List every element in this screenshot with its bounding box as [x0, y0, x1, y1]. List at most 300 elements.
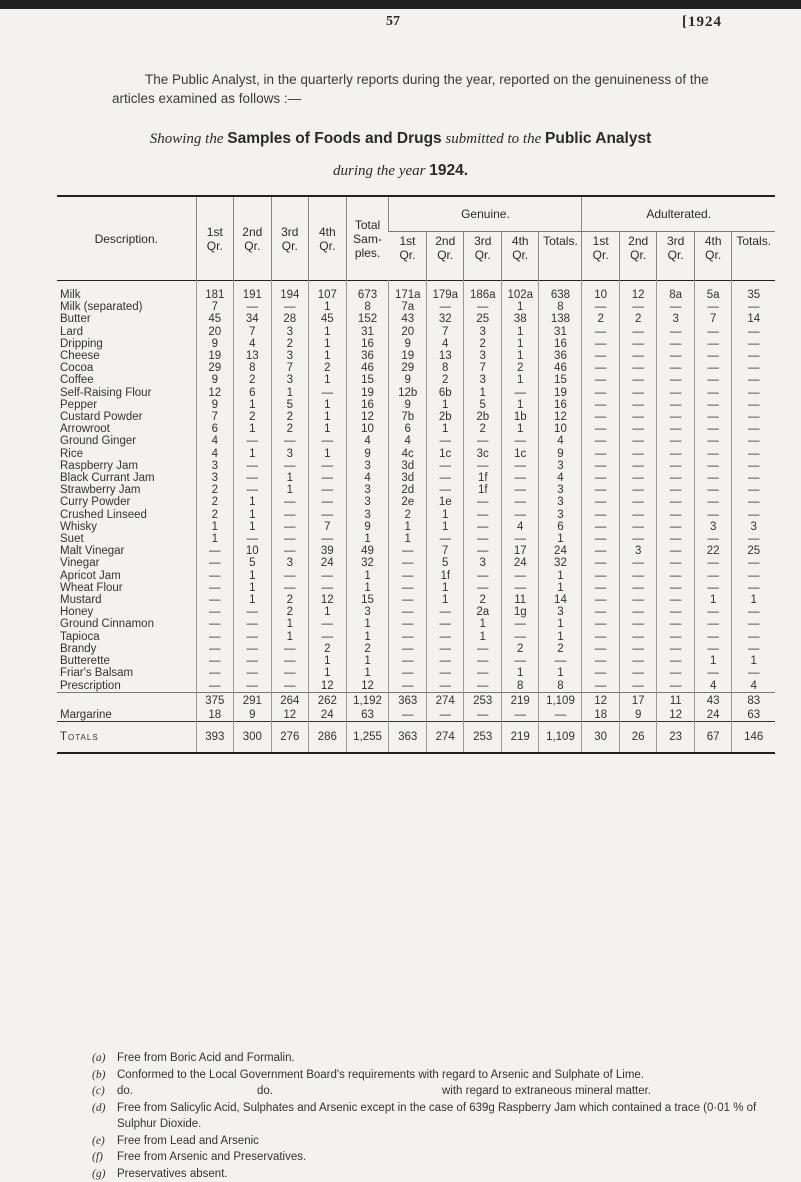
cell-gen-q3: — [464, 460, 502, 472]
cell-description: Ground Cinnamon [60, 618, 154, 630]
cell-gen-q2: — [426, 533, 464, 545]
footnote-text-c: with regard to extraneous mineral matter. [442, 1085, 651, 1097]
header-genuine: Genuine. [389, 196, 582, 232]
cell-total: 12 [346, 680, 389, 693]
cell-q2: 191 [234, 289, 272, 301]
cell-gen-q3: 2 [464, 338, 502, 350]
cell-gen-q4: — [501, 618, 539, 630]
cell-gen-q1: 2e [389, 496, 427, 508]
cell-gen-total: 32 [539, 557, 582, 569]
cell-gen-q2: — [426, 618, 464, 630]
cell-adu-q1: — [582, 643, 620, 655]
cell-adu-q2: — [619, 594, 657, 606]
cell-q2: 1 [234, 509, 272, 521]
cell-gen-q2: 179a [426, 289, 464, 301]
cell-adu-total: 83 [732, 692, 775, 709]
cell-q2: 1 [234, 399, 272, 411]
cell-q2: 291 [234, 692, 272, 709]
cell-adu-q1: — [582, 435, 620, 447]
cell-gen-q2: 274 [426, 721, 464, 753]
cell-adu-q1: — [582, 301, 620, 313]
cell-total: 16 [346, 338, 389, 350]
cell-adu-total: — [732, 460, 775, 472]
cell-description-wrap [57, 411, 196, 423]
cell-adu-total: — [732, 338, 775, 350]
footnote-f [92, 1149, 772, 1166]
cell-q4: 1 [309, 399, 347, 411]
cell-q3: — [271, 582, 309, 594]
cell-gen-total: 6 [539, 521, 582, 533]
footnote-text-b: do. [257, 1083, 442, 1100]
cell-gen-q1: 12b [389, 387, 427, 399]
cell-description: Coffee [60, 374, 94, 386]
subtotal-row [57, 692, 775, 709]
cell-q4: 24 [309, 557, 347, 569]
cell-adu-total: 146 [732, 721, 775, 753]
cell-gen-q1: — [389, 545, 427, 557]
cell-total: 12 [346, 411, 389, 423]
cell-total: 9 [346, 448, 389, 460]
cell-q2: 1 [234, 521, 272, 533]
cell-adu-total: — [732, 448, 775, 460]
cell-description [57, 692, 196, 709]
cell-gen-total: 3 [539, 509, 582, 521]
cell-q2: — [234, 484, 272, 496]
cell-adu-q1: — [582, 533, 620, 545]
cell-q1: — [196, 618, 234, 630]
cell-adu-q4: — [694, 399, 732, 411]
table-row [57, 350, 775, 362]
cell-adu-q3: — [657, 496, 695, 508]
cell-q1: 181 [196, 289, 234, 301]
cell-description: Dripping [60, 338, 103, 350]
cell-adu-q2: — [619, 496, 657, 508]
cell-q3: 2 [271, 594, 309, 606]
cell-q1: 9 [196, 374, 234, 386]
cell-gen-q3: — [464, 496, 502, 508]
cell-gen-q3: 3 [464, 326, 502, 338]
cell-description-wrap [57, 423, 196, 435]
cell-gen-q3: 3c [464, 448, 502, 460]
cell-q3: 28 [271, 313, 309, 325]
cell-adu-total: — [732, 631, 775, 643]
header-adulterated-totals: Totals. [732, 232, 775, 281]
cell-description: Rice [60, 448, 83, 460]
cell-adu-q1: 18 [582, 709, 620, 722]
cell-adu-total: — [732, 557, 775, 569]
cell-gen-q1: — [389, 680, 427, 693]
cell-gen-q4: 2 [501, 362, 539, 374]
table-row [57, 399, 775, 411]
table-row [57, 411, 775, 423]
cell-description: Butterette [60, 655, 110, 667]
cell-gen-total: 1 [539, 631, 582, 643]
header-genuine-totals: Totals. [539, 232, 582, 281]
table-row [57, 545, 775, 557]
cell-adu-q3: — [657, 326, 695, 338]
cell-gen-q1: 9 [389, 338, 427, 350]
footnote-label: (b) [92, 1067, 105, 1084]
cell-q2: 10 [234, 545, 272, 557]
cell-gen-q2: 1 [426, 423, 464, 435]
cell-adu-q1: — [582, 387, 620, 399]
cell-gen-total: 1 [539, 667, 582, 679]
cell-gen-q3: — [464, 643, 502, 655]
cell-gen-q2: — [426, 472, 464, 484]
cell-q4: 24 [309, 709, 347, 722]
cell-q2: 2 [234, 374, 272, 386]
cell-adu-q3: — [657, 557, 695, 569]
cell-description: Pepper [60, 399, 97, 411]
cell-q4: 12 [309, 680, 347, 693]
cell-total: 8 [346, 301, 389, 313]
cell-total: 3 [346, 509, 389, 521]
cell-gen-q2: 2 [426, 374, 464, 386]
cell-adu-q4: — [694, 484, 732, 496]
cell-adu-total: — [732, 399, 775, 411]
cell-adu-q3: — [657, 680, 695, 693]
cell-adu-q1: — [582, 460, 620, 472]
cell-gen-q3: 1 [464, 631, 502, 643]
cell-q2: 8 [234, 362, 272, 374]
cell-adu-q2: 17 [619, 692, 657, 709]
cell-gen-q3: 3 [464, 350, 502, 362]
table-row [57, 484, 775, 496]
cell-q1: 18 [196, 709, 234, 722]
table-row [57, 606, 775, 618]
cell-q1: — [196, 631, 234, 643]
cell-adu-q2: — [619, 472, 657, 484]
cell-description-wrap [57, 582, 196, 594]
spacer-row [57, 281, 775, 290]
cell-adu-total: — [732, 496, 775, 508]
cell-q3: — [271, 460, 309, 472]
cell-q3: 3 [271, 350, 309, 362]
cell-adu-q4: — [694, 582, 732, 594]
cell-gen-q2: — [426, 606, 464, 618]
cell-adu-q1: — [582, 655, 620, 667]
cell-gen-q2: — [426, 435, 464, 447]
cell-adu-q1: — [582, 496, 620, 508]
cell-gen-total: — [539, 709, 582, 722]
cell-adu-q1: — [582, 680, 620, 693]
cell-gen-total: 10 [539, 423, 582, 435]
cell-description: Tapioca [60, 631, 100, 643]
cell-total: 4 [346, 472, 389, 484]
cell-gen-q3: 2 [464, 423, 502, 435]
cell-adu-total: — [732, 326, 775, 338]
cell-adu-q2: — [619, 350, 657, 362]
cell-gen-total: 1,109 [539, 721, 582, 753]
cell-gen-q4: 38 [501, 313, 539, 325]
cell-q2: — [234, 301, 272, 313]
cell-q3: — [271, 521, 309, 533]
caption-pre: Showing the [150, 131, 224, 147]
cell-description-wrap [57, 680, 196, 693]
cell-gen-q3: — [464, 655, 502, 667]
cell-adu-q2: — [619, 643, 657, 655]
cell-gen-q4: — [501, 582, 539, 594]
cell-total: 1 [346, 667, 389, 679]
cell-q1: 45 [196, 313, 234, 325]
cell-q1: — [196, 655, 234, 667]
cell-gen-q2: 274 [426, 692, 464, 709]
cell-gen-q3: 1 [464, 618, 502, 630]
cell-q3: 3 [271, 557, 309, 569]
footnote-label: (d) [92, 1100, 105, 1117]
cell-adu-total: 1 [732, 594, 775, 606]
cell-description-wrap [57, 709, 196, 722]
header-adulterated-q3: 3rd Qr. [657, 232, 695, 281]
cell-q4: 7 [309, 521, 347, 533]
cell-adu-q3: — [657, 533, 695, 545]
header-description: Description. [57, 196, 196, 281]
cell-gen-total: 1 [539, 618, 582, 630]
cell-adu-q3: — [657, 570, 695, 582]
cell-adu-q1: — [582, 509, 620, 521]
cell-q4: 1 [309, 448, 347, 460]
cell-gen-total: 4 [539, 435, 582, 447]
cell-description: Wheat Flour [60, 582, 123, 594]
cell-q2: — [234, 667, 272, 679]
footnote-label: (f) [92, 1149, 103, 1166]
table-row [57, 313, 775, 325]
cell-gen-q4: 24 [501, 557, 539, 569]
cell-adu-q2: 12 [619, 289, 657, 301]
cell-gen-q4: 1 [501, 374, 539, 386]
header-genuine-q1: 1st Qr. [389, 232, 427, 281]
cell-gen-q4: 1 [501, 350, 539, 362]
cell-adu-q4: 7 [694, 313, 732, 325]
footnote-c [92, 1083, 772, 1100]
cell-adu-total: — [732, 582, 775, 594]
cell-gen-q1: 2d [389, 484, 427, 496]
cell-adu-q4: — [694, 338, 732, 350]
cell-gen-q1: 43 [389, 313, 427, 325]
cell-gen-q4: 1b [501, 411, 539, 423]
cell-adu-q2: — [619, 301, 657, 313]
cell-total: 152 [346, 313, 389, 325]
cell-description-wrap [57, 301, 196, 313]
cell-adu-q4: — [694, 411, 732, 423]
table-row [57, 326, 775, 338]
cell-adu-q3: 3 [657, 313, 695, 325]
top-dark-border [0, 0, 801, 9]
cell-adu-q4: — [694, 533, 732, 545]
cell-description: Prescription [60, 680, 121, 692]
table-row [57, 631, 775, 643]
cell-q3: 2 [271, 338, 309, 350]
cell-gen-q1: — [389, 618, 427, 630]
cell-q3: — [271, 655, 309, 667]
cell-adu-q1: — [582, 484, 620, 496]
cell-total: 1 [346, 618, 389, 630]
cell-gen-q2: — [426, 301, 464, 313]
cell-q2: 1 [234, 594, 272, 606]
cell-description-wrap [57, 557, 196, 569]
cell-gen-total: 19 [539, 387, 582, 399]
cell-gen-q4: — [501, 435, 539, 447]
cell-description: Whisky [60, 521, 97, 533]
cell-adu-q4: 67 [694, 721, 732, 753]
cell-gen-q2: — [426, 667, 464, 679]
cell-q2: — [234, 631, 272, 643]
cell-description-wrap [57, 338, 196, 350]
cell-adu-q3: — [657, 301, 695, 313]
cell-gen-total: 1 [539, 582, 582, 594]
cell-gen-total: 1,109 [539, 692, 582, 709]
cell-adu-q3: — [657, 643, 695, 655]
cell-q3: 7 [271, 362, 309, 374]
cell-adu-q2: — [619, 570, 657, 582]
cell-q3: 1 [271, 472, 309, 484]
cell-adu-q3: — [657, 606, 695, 618]
cell-description-wrap [57, 387, 196, 399]
cell-gen-q1: 1 [389, 533, 427, 545]
cell-q4: 107 [309, 289, 347, 301]
cell-gen-q4: 1 [501, 423, 539, 435]
cell-description-wrap [57, 533, 196, 545]
header-adulterated-q1: 1st Qr. [582, 232, 620, 281]
cell-q1: — [196, 643, 234, 655]
cell-adu-q4: — [694, 496, 732, 508]
intro-paragraph [112, 70, 712, 108]
header-adulterated-q4: 4th Qr. [694, 232, 732, 281]
cell-description-wrap [57, 289, 196, 301]
cell-gen-q4: — [501, 496, 539, 508]
cell-gen-q2: 6b [426, 387, 464, 399]
cell-adu-q3: — [657, 594, 695, 606]
table-row [57, 680, 775, 693]
cell-adu-q3: — [657, 435, 695, 447]
cell-adu-q4: — [694, 667, 732, 679]
cell-total: 36 [346, 350, 389, 362]
cell-adu-total: — [732, 570, 775, 582]
cell-adu-q2: — [619, 582, 657, 594]
cell-gen-q4: 102a [501, 289, 539, 301]
cell-q1: — [196, 606, 234, 618]
cell-gen-q3: 1 [464, 387, 502, 399]
cell-adu-q1: — [582, 411, 620, 423]
cell-q4: 1 [309, 338, 347, 350]
cell-total: 1,255 [346, 721, 389, 753]
cell-q2: — [234, 606, 272, 618]
footnote-text: Free from Salicylic Acid, Sulphates and Arsenic except in the case of 639g Raspberry Jam which contained a trace (0·01 % of Sulphur Dioxide. [117, 1102, 756, 1131]
cell-gen-q1: 363 [389, 692, 427, 709]
cell-total: 1,192 [346, 692, 389, 709]
cell-gen-total: 8 [539, 301, 582, 313]
header-adulterated: Adulterated. [582, 196, 775, 232]
cell-q4: 286 [309, 721, 347, 753]
footnote-e [92, 1133, 772, 1150]
cell-gen-q3: 1f [464, 472, 502, 484]
cell-description-wrap [57, 618, 196, 630]
cell-adu-q1: — [582, 606, 620, 618]
cell-gen-q2: 1 [426, 509, 464, 521]
cell-gen-q4: — [501, 631, 539, 643]
cell-gen-q2: 1 [426, 521, 464, 533]
cell-gen-q1: 7b [389, 411, 427, 423]
cell-total: 2 [346, 643, 389, 655]
cell-q1: — [196, 667, 234, 679]
cell-gen-q3: — [464, 533, 502, 545]
cell-adu-q2: — [619, 411, 657, 423]
cell-description: Curry Powder [60, 496, 130, 508]
cell-q3: 194 [271, 289, 309, 301]
cell-adu-q3: — [657, 472, 695, 484]
cell-gen-q4: 4 [501, 521, 539, 533]
table-row [57, 594, 775, 606]
cell-adu-q2: — [619, 460, 657, 472]
cell-adu-q2: — [619, 667, 657, 679]
cell-gen-q3: — [464, 521, 502, 533]
cell-q3: 3 [271, 326, 309, 338]
cell-q1: 393 [196, 721, 234, 753]
cell-q3: — [271, 496, 309, 508]
cell-gen-q2: — [426, 460, 464, 472]
cell-gen-q2: — [426, 643, 464, 655]
cell-adu-total: — [732, 362, 775, 374]
caption-line2-pre: during the year [333, 163, 425, 179]
cell-adu-q4: — [694, 350, 732, 362]
cell-description-wrap [57, 606, 196, 618]
footnote-text: Free from Lead and Arsenic [117, 1135, 259, 1147]
footnote-g [92, 1166, 772, 1182]
cell-adu-q1: — [582, 545, 620, 557]
table-row [57, 667, 775, 679]
cell-gen-total: 9 [539, 448, 582, 460]
cell-q3: — [271, 680, 309, 693]
cell-q4: 39 [309, 545, 347, 557]
cell-description-wrap [57, 509, 196, 521]
cell-adu-q2: — [619, 326, 657, 338]
footnote-d [92, 1100, 772, 1133]
cell-gen-total: 8 [539, 680, 582, 693]
cell-q3: 2 [271, 423, 309, 435]
table-row [57, 655, 775, 667]
table-row [57, 289, 775, 301]
cell-adu-q1: 30 [582, 721, 620, 753]
cell-gen-q1: 29 [389, 362, 427, 374]
cell-gen-q3: 3 [464, 374, 502, 386]
cell-q2: — [234, 655, 272, 667]
cell-adu-q2: — [619, 680, 657, 693]
cell-q1: 1 [196, 521, 234, 533]
cell-adu-q1: — [582, 362, 620, 374]
cell-description-wrap [57, 594, 196, 606]
cell-adu-total: — [732, 423, 775, 435]
cell-gen-q1: 9 [389, 374, 427, 386]
cell-adu-total: 35 [732, 289, 775, 301]
cell-q4: — [309, 533, 347, 545]
cell-gen-q2: 7 [426, 545, 464, 557]
cell-q1: 3 [196, 472, 234, 484]
cell-gen-q4: 1 [501, 399, 539, 411]
cell-adu-total: 1 [732, 655, 775, 667]
header-genuine-q4: 4th Qr. [501, 232, 539, 281]
cell-description: Strawberry Jam [60, 484, 141, 496]
cell-adu-q4: — [694, 374, 732, 386]
cell-adu-q2: — [619, 484, 657, 496]
cell-q1: 7 [196, 301, 234, 313]
cell-gen-total: 3 [539, 496, 582, 508]
table-row [57, 448, 775, 460]
cell-description: Self-Raising Flour [60, 387, 151, 399]
cell-gen-q3: — [464, 435, 502, 447]
cell-gen-q4: — [501, 484, 539, 496]
table-row [57, 460, 775, 472]
header-genuine-q3: 3rd Qr. [464, 232, 502, 281]
